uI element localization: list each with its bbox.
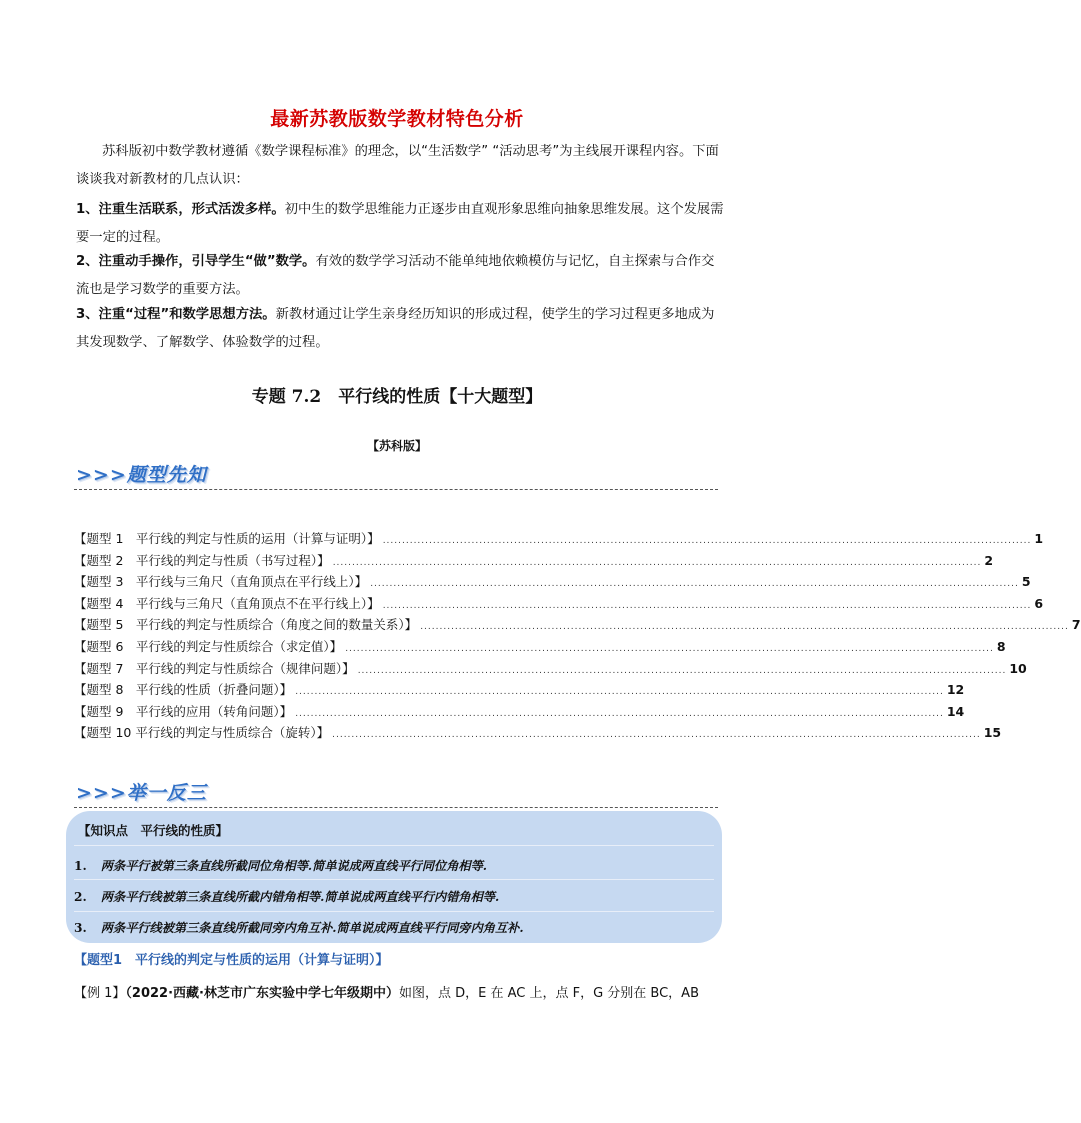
- toc-item-page: 8: [996, 638, 1006, 654]
- toc-item-page: 10: [1009, 660, 1027, 676]
- point-1-text: 初中生的数学思维能力正逐步由直观形象思维向抽象思维发展。这个发展需要一定的过程。: [76, 202, 724, 245]
- toc-leader-dots: ........................................................................................................................................................................: [370, 579, 1019, 590]
- toc-leader-dots: ........................................................................................................................................................................: [332, 730, 981, 741]
- toc-item-9[interactable]: [74, 702, 965, 724]
- toc-item-title: 【题型 3 平行线与三角尺（直角顶点在平行线上）】: [74, 574, 368, 590]
- point-2: [76, 248, 724, 304]
- toc-item-page: 14: [946, 703, 965, 719]
- toc-item-2[interactable]: [74, 551, 994, 573]
- main-title: 最新苏教版数学教材特色分析: [270, 108, 524, 130]
- section-header-preview: [74, 458, 718, 492]
- knowledge-item-number: 1.: [74, 859, 87, 873]
- section-header-practice: [74, 776, 718, 810]
- toc-item-title: 【题型 2 平行线的判定与性质（书写过程）】: [74, 552, 330, 568]
- point-1-bold: 1、注重生活联系，形式活泼多样。: [76, 202, 285, 217]
- knowledge-divider: [74, 879, 714, 880]
- toc-item-8[interactable]: [74, 680, 965, 702]
- toc-item-page: 6: [1034, 595, 1044, 611]
- example-label: 【例 1】: [74, 986, 126, 1001]
- section-header-practice-label: >>>举一反三: [76, 782, 207, 804]
- toc-item-title: 【题型 1 平行线的判定与性质的运用（计算与证明）】: [74, 531, 380, 546]
- point-1: [76, 196, 724, 252]
- knowledge-item-3: [74, 919, 714, 936]
- point-3: [76, 301, 724, 357]
- toc-item-6[interactable]: [74, 637, 1006, 659]
- table-of-contents: [74, 529, 1081, 745]
- knowledge-item-text: 两条平行被第三条直线所截同位角相等.简单说成两直线平行同位角相等.: [100, 859, 488, 873]
- knowledge-item-2: [74, 888, 714, 905]
- toc-leader-dots: ........................................................................................................................................................................: [332, 557, 982, 568]
- edition-label: 【苏科版】: [366, 439, 427, 453]
- toc-item-page: 1: [1034, 531, 1044, 546]
- toc-leader-dots: ........................................................................................................................................................................: [295, 687, 944, 698]
- toc-item-4[interactable]: [74, 594, 1044, 616]
- toc-leader-dots: ........................................................................................................................................................................: [382, 536, 1032, 546]
- intro-paragraph: 苏科版初中数学教材遵循《数学课程标准》的理念，以“生活数学” “活动思考”为主线展开课程内容。下面谈谈我对新教材的几点认识：: [76, 144, 719, 187]
- toc-leader-dots: ........................................................................................................................................................................: [382, 600, 1032, 611]
- toc-item-page: 5: [1021, 574, 1031, 590]
- toc-item-5[interactable]: [74, 615, 1081, 637]
- toc-leader-dots: ........................................................................................................................................................................: [420, 622, 1069, 633]
- example-source: （2022·西藏·林芝市广东实验中学七年级期中）: [125, 986, 399, 1001]
- toc-item-title: 【题型 7 平行线的判定与性质综合（规律问题）】: [74, 660, 355, 676]
- toc-leader-dots: ........................................................................................................................................................................: [357, 665, 1007, 676]
- type1-heading: 【题型1 平行线的判定与性质的运用（计算与证明）】: [74, 953, 389, 968]
- knowledge-item-text: 两条平行线被第三条直线所截同旁内角互补.简单说成两直线平行同旁内角互补.: [100, 921, 524, 935]
- knowledge-divider: [74, 845, 714, 846]
- knowledge-title: 【知识点 平行线的性质】: [78, 823, 229, 838]
- knowledge-item-1: [74, 857, 714, 874]
- toc-leader-dots: ........................................................................................................................................................................: [295, 708, 944, 719]
- toc-item-10[interactable]: [74, 723, 1002, 745]
- knowledge-box: [66, 811, 722, 943]
- toc-item-title: 【题型 10 平行线的判定与性质综合（旋转）】: [74, 725, 330, 741]
- knowledge-item-number: 3.: [74, 921, 87, 935]
- toc-item-page: 2: [984, 552, 994, 568]
- knowledge-item-text: 两条平行线被第三条直线所截内错角相等.简单说成两直线平行内错角相等.: [100, 890, 500, 904]
- example-text: 如图，点 D，E 在 AC 上，点 F，G 分别在 BC，AB: [398, 986, 699, 1001]
- point-2-bold: 2、注重动手操作，引导学生“做”数学。: [76, 254, 316, 269]
- knowledge-divider: [74, 911, 714, 912]
- dashed-divider: [74, 807, 718, 808]
- point-2-text: 有效的数学学习活动不能单纯地依赖模仿与记忆，自主探索与合作交流也是学习数学的重要方法。: [76, 254, 715, 297]
- toc-item-title: 【题型 6 平行线的判定与性质综合（求定值）】: [74, 638, 343, 654]
- toc-item-title: 【题型 8 平行线的性质（折叠问题）】: [74, 682, 293, 698]
- toc-item-title: 【题型 9 平行线的应用（转角问题）】: [74, 703, 293, 719]
- toc-item-3[interactable]: [74, 572, 1031, 594]
- knowledge-item-number: 2.: [74, 890, 87, 904]
- toc-item-page: 15: [983, 725, 1002, 741]
- topic-title: 专题 7.2 平行线的性质【十大题型】: [251, 387, 543, 407]
- point-3-bold: 3、注重“过程”和数学思想方法。: [76, 307, 276, 322]
- dashed-divider: [74, 489, 718, 490]
- point-3-text: 新教材通过让学生亲身经历知识的形成过程，使学生的学习过程更多地成为其发现数学、了解数学、体验数学的过程。: [76, 307, 715, 350]
- toc-item-1[interactable]: [74, 529, 1044, 551]
- toc-item-title: 【题型 4 平行线与三角尺（直角顶点不在平行线上）】: [74, 595, 380, 611]
- section-header-preview-label: >>>题型先知: [76, 464, 207, 486]
- toc-item-page: 12: [946, 682, 965, 698]
- example-1: [74, 982, 734, 1001]
- toc-item-title: 【题型 5 平行线的判定与性质综合（角度之间的数量关系）】: [74, 617, 418, 633]
- toc-item-7[interactable]: [74, 659, 1027, 681]
- toc-leader-dots: ........................................................................................................................................................................: [345, 643, 994, 654]
- toc-item-page: 7: [1071, 617, 1081, 633]
